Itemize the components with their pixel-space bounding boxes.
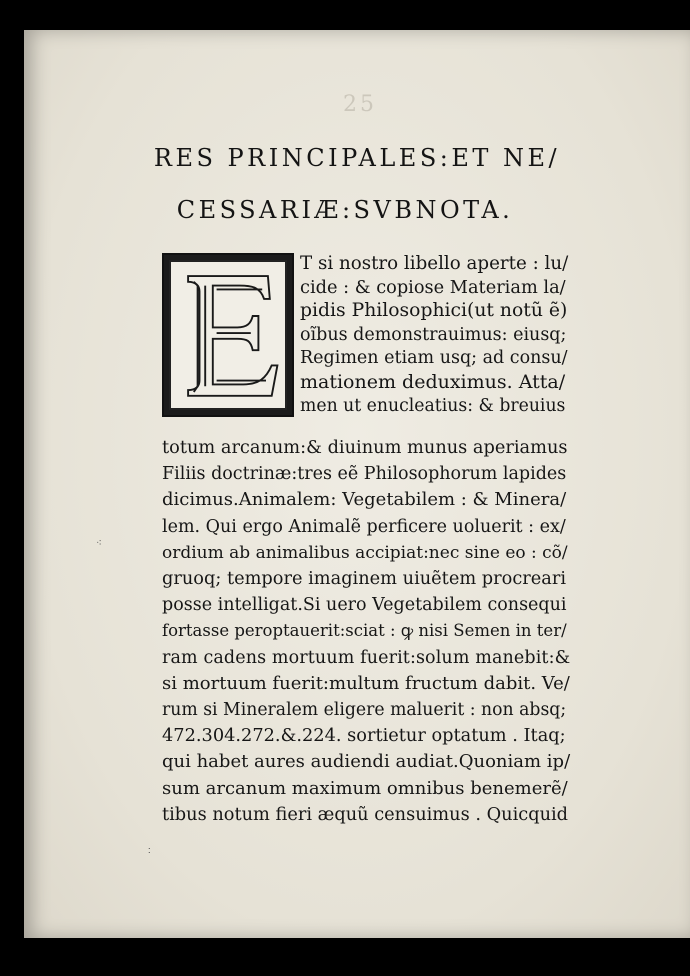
body-line: gruoq; tempore imaginem uiuẽtem procreari — [162, 569, 567, 589]
body-line: si mortuum fuerit:multum fructum dabit. Ve/ — [162, 672, 570, 694]
stray-mark: ∶ — [148, 846, 151, 857]
body-line: Regimen etiam usq; ad consu/ — [300, 348, 568, 369]
initial-letter-graphic — [171, 262, 285, 408]
body-line: mationem deduximus. Atta/ — [300, 371, 566, 393]
body-line: posse intelligat.Si uero Vegetabilem consequi — [162, 595, 567, 616]
heading-line-2: CESSARIÆ:SVBNOTA. — [176, 196, 514, 224]
decorated-initial — [162, 253, 294, 417]
body-line: pidis Philosophici(ut notũ ẽ) — [300, 300, 568, 322]
body-line: rum si Mineralem eligere maluerit : non absq; — [162, 700, 567, 720]
heading-line-1: RES PRINCIPALES:ET NE/ — [153, 144, 561, 172]
body-line: 472.304.272.&.224. sortietur optatum . Itaq; — [162, 726, 566, 747]
body-line: sum arcanum maximum omnibus benemerẽ/ — [162, 777, 568, 799]
body-line: ordium ab animalibus accipiat:nec sine eo : cõ/ — [162, 542, 568, 563]
body-line: fortasse peroptauerit:sciat : ꝙ nisi Semen in ter/ — [162, 621, 567, 641]
stray-mark: ⁖ — [96, 538, 102, 549]
body-line: T si nostro libello aperte : lu/ — [300, 253, 569, 274]
body-line: cide : & copiose Materiam la/ — [300, 277, 566, 298]
body-line: tibus notum fieri æquũ censuimus . Quicquid — [162, 804, 569, 825]
body-line: Filiis doctrinæ:tres eẽ Philosophorum lapides — [162, 464, 567, 485]
body-line: dicimus.Animalem: Vegetabilem : & Minera/ — [162, 489, 567, 511]
body-line: lem. Qui ergo Animalẽ perficere uoluerit : ex/ — [162, 516, 566, 537]
body-line: qui habet aures audiendi audiat.Quoniam ip/ — [162, 751, 571, 773]
page-number: 25 — [343, 92, 377, 117]
body-line: totum arcanum:& diuinum munus aperiamus — [162, 438, 568, 458]
body-line: oĩbus demonstrauimus: eiusq; — [300, 324, 567, 345]
body-line: men ut enucleatius: & breuius — [300, 395, 566, 416]
body-line: ram cadens mortuum fuerit:solum manebit:& — [162, 647, 571, 668]
